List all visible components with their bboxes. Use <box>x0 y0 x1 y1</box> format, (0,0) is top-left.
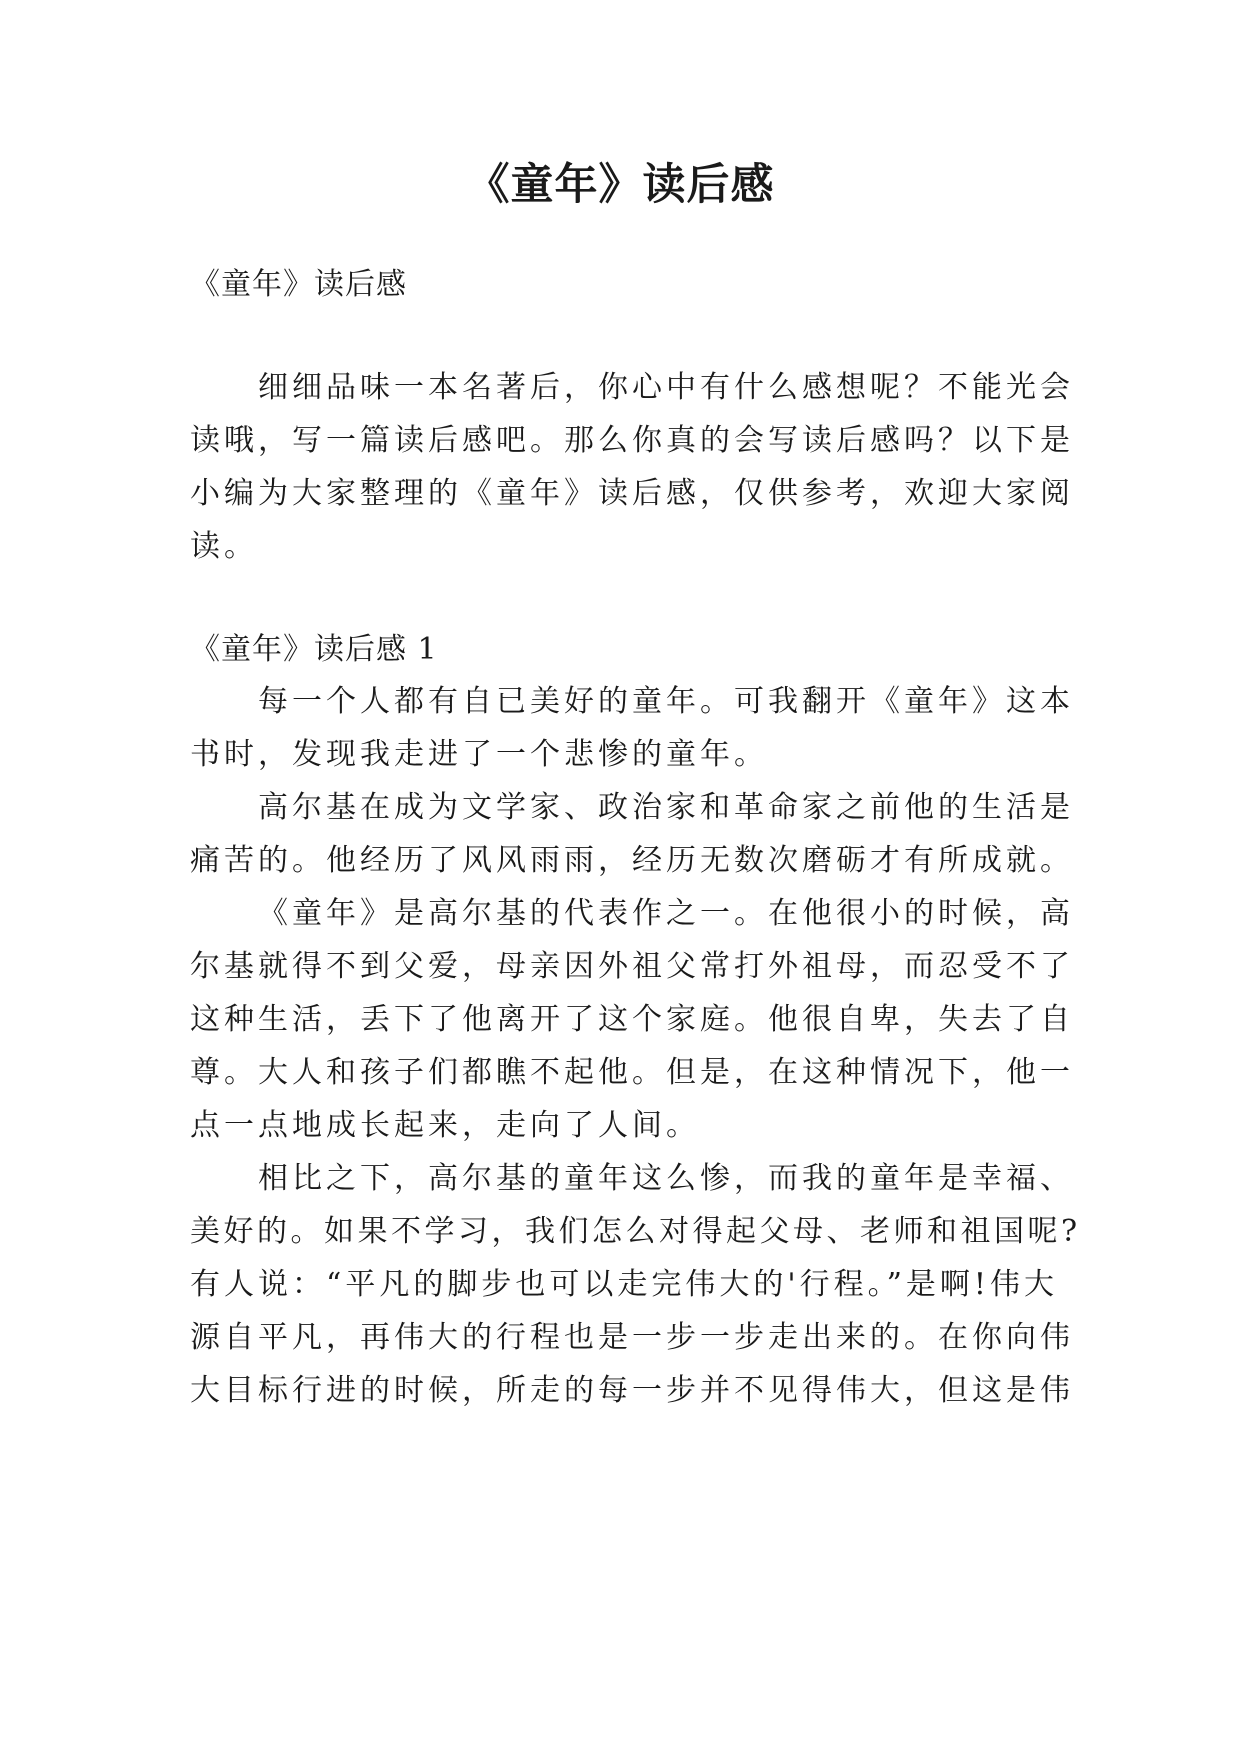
intro-line: 小编为大家整理的《童年》读后感，仅供参考，欢迎大家阅 <box>190 476 1074 511</box>
body-line: 美好的。如果不学习，我们怎么对得起父母、老师和祖国呢? <box>190 1214 1081 1249</box>
body-line: 点一点地成长起来，走向了人间。 <box>190 1108 700 1143</box>
document-title: 《童年》读后感 <box>466 160 775 210</box>
body-line: 书时，发现我走进了一个悲惨的童年。 <box>190 737 768 772</box>
body-line: 有人说：“平凡的脚步也可以走完伟大的'行程。”是啊!伟大 <box>190 1267 1058 1302</box>
body-line: 高尔基在成为文学家、政治家和革命家之前他的生活是 <box>258 790 1074 825</box>
body-line: 尔基就得不到父爱，母亲因外祖父常打外祖母，而忍受不了 <box>190 949 1074 984</box>
intro-line: 细细品味一本名著后，你心中有什么感想呢？不能光会 <box>258 370 1074 405</box>
body-line: 这种生活，丢下了他离开了这个家庭。他很自卑，失去了自 <box>190 1002 1074 1037</box>
body-line: 每一个人都有自已美好的童年。可我翻开《童年》这本 <box>258 684 1074 719</box>
body-line: 相比之下，高尔基的童年这么惨，而我的童年是幸福、 <box>258 1161 1074 1196</box>
intro-line: 读哦，写一篇读后感吧。那么你真的会写读后感吗？以下是 <box>190 423 1074 458</box>
body-line: 尊。大人和孩子们都瞧不起他。但是，在这种情况下，他一 <box>190 1055 1074 1090</box>
intro-line: 读。 <box>190 529 258 564</box>
section-heading: 《童年》读后感 1 <box>190 632 438 667</box>
body-line: 《童年》是高尔基的代表作之一。在他很小的时候，高 <box>258 896 1074 931</box>
body-line: 源自平凡，再伟大的行程也是一步一步走出来的。在你向伟 <box>190 1320 1074 1355</box>
body-line: 大目标行进的时候，所走的每一步并不见得伟大，但这是伟 <box>190 1373 1074 1408</box>
body-line: 痛苦的。他经历了风风雨雨，经历无数次磨砺才有所成就。 <box>190 843 1074 878</box>
document-subtitle: 《童年》读后感 <box>190 267 407 302</box>
